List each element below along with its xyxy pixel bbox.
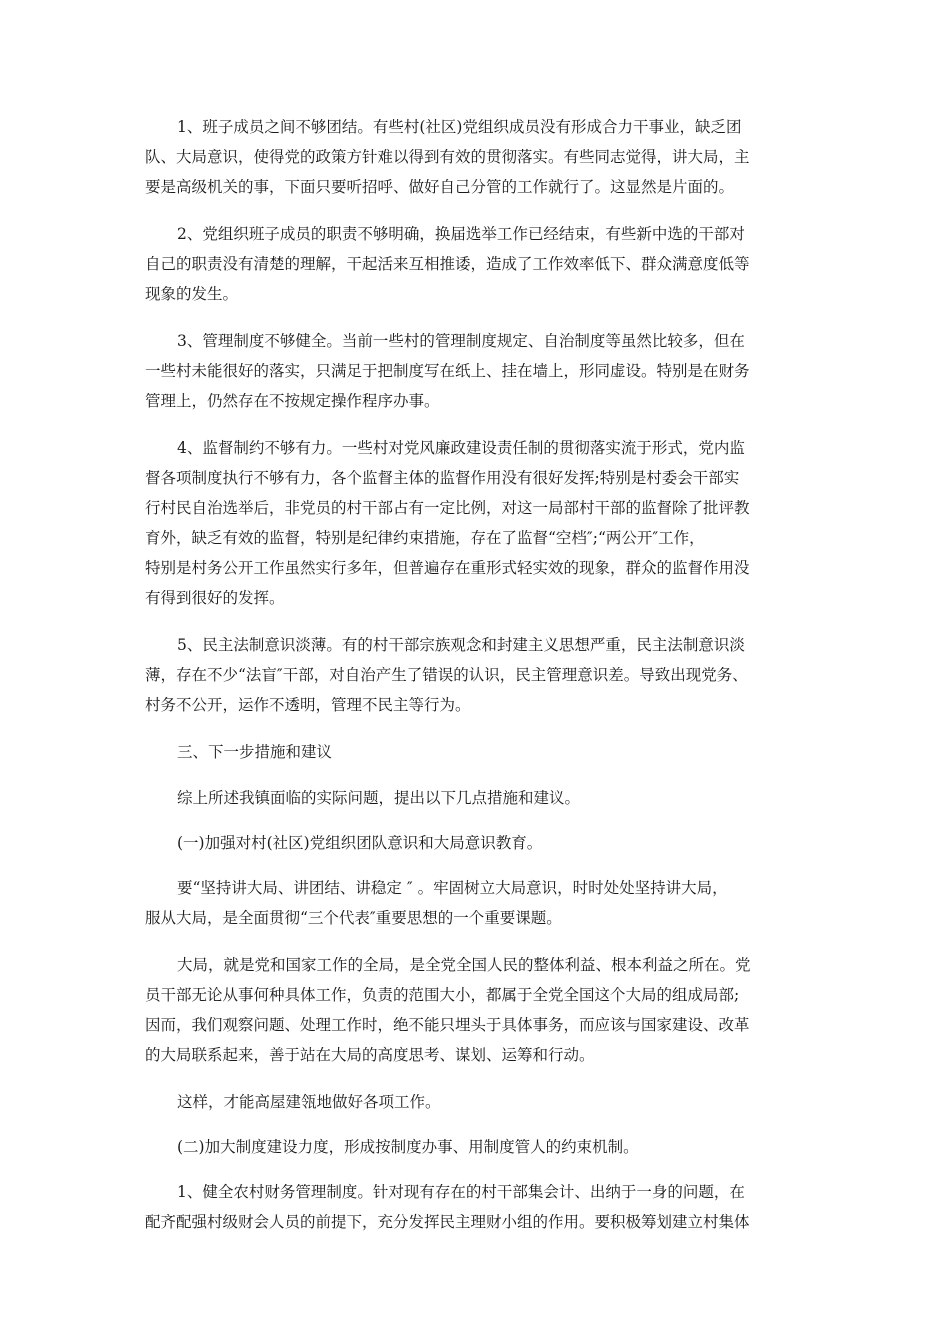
text-line: 队、大局意识，使得党的政策方针难以得到有效的贯彻落实。有些同志觉得，讲大局，主 <box>145 148 750 166</box>
text-line: 行村民自治选举后，非党员的村干部占有一定比例，对这一局部村干部的监督除了批评教 <box>145 499 750 517</box>
text-line: 大局，就是党和国家工作的全局，是全党全国人民的整体利益、根本利益之所在。党 <box>177 956 751 974</box>
text-line: 5、民主法制意识淡薄。有的村干部宗族观念和封建主义思想严重，民主法制意识淡 <box>177 636 745 654</box>
text-line: 配齐配强村级财会人员的前提下，充分发挥民主理财小组的作用。要积极筹划建立村集体 <box>145 1213 750 1231</box>
text-line: 1、健全农村财务管理制度。针对现有存在的村干部集会计、出纳于一身的问题，在 <box>177 1183 745 1201</box>
text-line: 育外，缺乏有效的监督，特别是纪律约束措施，存在了监督“空档″;“两公开″工作， <box>145 529 705 547</box>
text-line: 督各项制度执行不够有力，各个监督主体的监督作用没有很好发挥;特别是村委会干部实 <box>145 469 740 487</box>
text-line: 员干部无论从事何种具体工作，负责的范围大小，都属于全党全国这个大局的组成局部; <box>145 986 740 1004</box>
text-line: 的大局联系起来，善于站在大局的高度思考、谋划、运筹和行动。 <box>145 1046 595 1064</box>
text-line: 3、管理制度不够健全。当前一些村的管理制度规定、自治制度等虽然比较多，但在 <box>177 332 745 350</box>
text-line: 特别是村务公开工作虽然实行多年，但普遍存在重形式轻实效的现象，群众的监督作用没 <box>145 559 750 577</box>
text-line: 现象的发生。 <box>145 285 239 303</box>
text-line: 这样，才能高屋建瓴地做好各项工作。 <box>177 1093 441 1111</box>
section-heading: 三、下一步措施和建议 <box>177 743 333 761</box>
text-line: 因而，我们观察问题、处理工作时，绝不能只埋头于具体事务，而应该与国家建设、改革 <box>145 1016 750 1034</box>
text-line: 一些村未能很好的落实，只满足于把制度写在纸上、挂在墙上，形同虚设。特别是在财务 <box>145 362 750 380</box>
text-line: 2、党组织班子成员的职责不够明确，换届选举工作已经结束，有些新中选的干部对 <box>177 225 745 243</box>
text-line: 要“坚持讲大局、讲团结、讲稳定 ″ 。牢固树立大局意识，时时处处坚持讲大局， <box>177 879 728 897</box>
text-line: 有得到很好的发挥。 <box>145 589 285 607</box>
text-line: 薄，存在不少“法盲″干部，对自治产生了错误的认识，民主管理意识差。导致出现党务、 <box>145 666 748 684</box>
text-line: 1、班子成员之间不够团结。有些村(社区)党组织成员没有形成合力干事业，缺乏团 <box>177 118 742 136</box>
subsection-heading: (二)加大制度建设力度，形成按制度办事、用制度管人的约束机制。 <box>177 1138 639 1156</box>
text-line: 要是高级机关的事，下面只要听招呼、做好自己分管的工作就行了。这显然是片面的。 <box>145 178 735 196</box>
text-line: 服从大局，是全面贯彻“三个代表″重要思想的一个重要课题。 <box>145 909 562 927</box>
text-line: 管理上，仍然存在不按规定操作程序办事。 <box>145 392 440 410</box>
text-line: 4、监督制约不够有力。一些村对党风廉政建设责任制的贯彻落实流于形式，党内监 <box>177 439 745 457</box>
subsection-heading: (一)加强对村(社区)党组织团队意识和大局意识教育。 <box>177 834 543 852</box>
text-line: 综上所述我镇面临的实际问题，提出以下几点措施和建议。 <box>177 789 581 807</box>
text-line: 自己的职责没有清楚的理解，干起活来互相推诿，造成了工作效率低下、群众满意度低等 <box>145 255 750 273</box>
text-line: 村务不公开，运作不透明，管理不民主等行为。 <box>145 696 471 714</box>
